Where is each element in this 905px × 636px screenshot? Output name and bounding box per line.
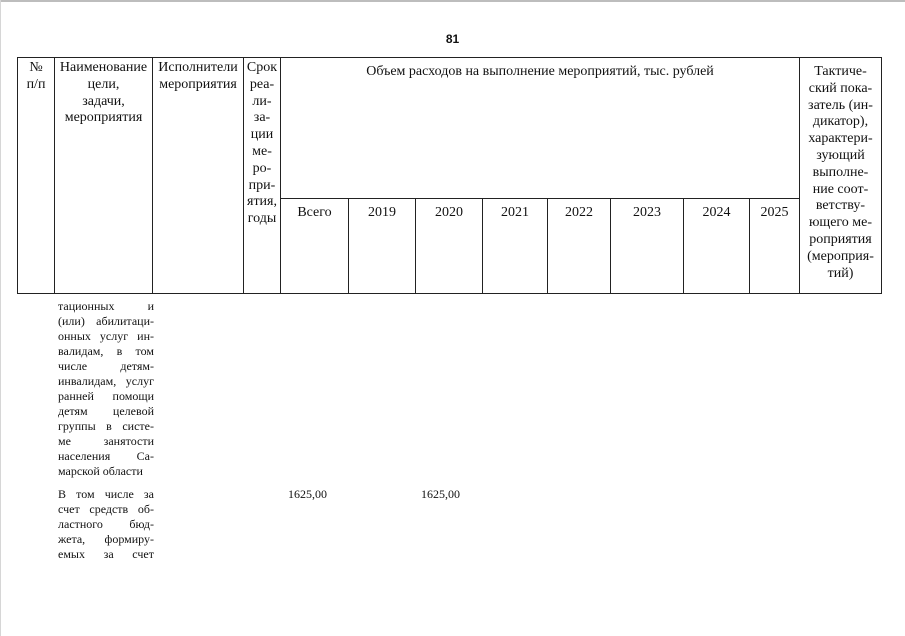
row-name-continued: тационных и (или) абилитаци- онных услуг ин- валидам, в том числе детям- инвалидам, услуг ранней помощи детям целевой группы в систе- ме занятости населения Са- марской области: [58, 299, 154, 478]
cell-total-value: 1625,00: [288, 487, 327, 501]
header-year-2025: 2025: [750, 199, 800, 294]
header-year-2019: 2019: [349, 199, 416, 294]
table-header: [17, 57, 882, 294]
header-col-term: Срок реа- ли- за- ции ме- ро- при- ятия, годы: [244, 58, 281, 294]
header-year-2020: 2020: [416, 199, 483, 294]
header-col-indicator: Тактиче- ский пока- затель (ин- дикатор), характери- зующий выполне- ние соот- ветству- ющего ме- роприятия (мероприя- тий): [800, 58, 882, 294]
page-number: 81: [445, 32, 460, 46]
header-col-number: № п/п: [18, 58, 55, 294]
scan-edge-top: [0, 0, 905, 2]
header-year-2021: 2021: [483, 199, 548, 294]
header-col-volume: Объем расходов на выполнение мероприятий, тыс. рублей: [281, 58, 800, 199]
header-col-name: Наименование цели, задачи, мероприятия: [55, 58, 153, 294]
header-year-2023: 2023: [611, 199, 684, 294]
header-year-total: Всего: [281, 199, 349, 294]
scan-edge-left: [0, 0, 1, 636]
row-name-regional-budget: В том числе за счет средств об- ластного бюд- жета, формиру- емых за счет: [58, 487, 154, 561]
header-col-executors: Исполнители мероприятия: [153, 58, 244, 294]
header-year-2022: 2022: [548, 199, 611, 294]
cell-2020-value: 1625,00: [421, 487, 460, 501]
header-year-2024: 2024: [684, 199, 750, 294]
